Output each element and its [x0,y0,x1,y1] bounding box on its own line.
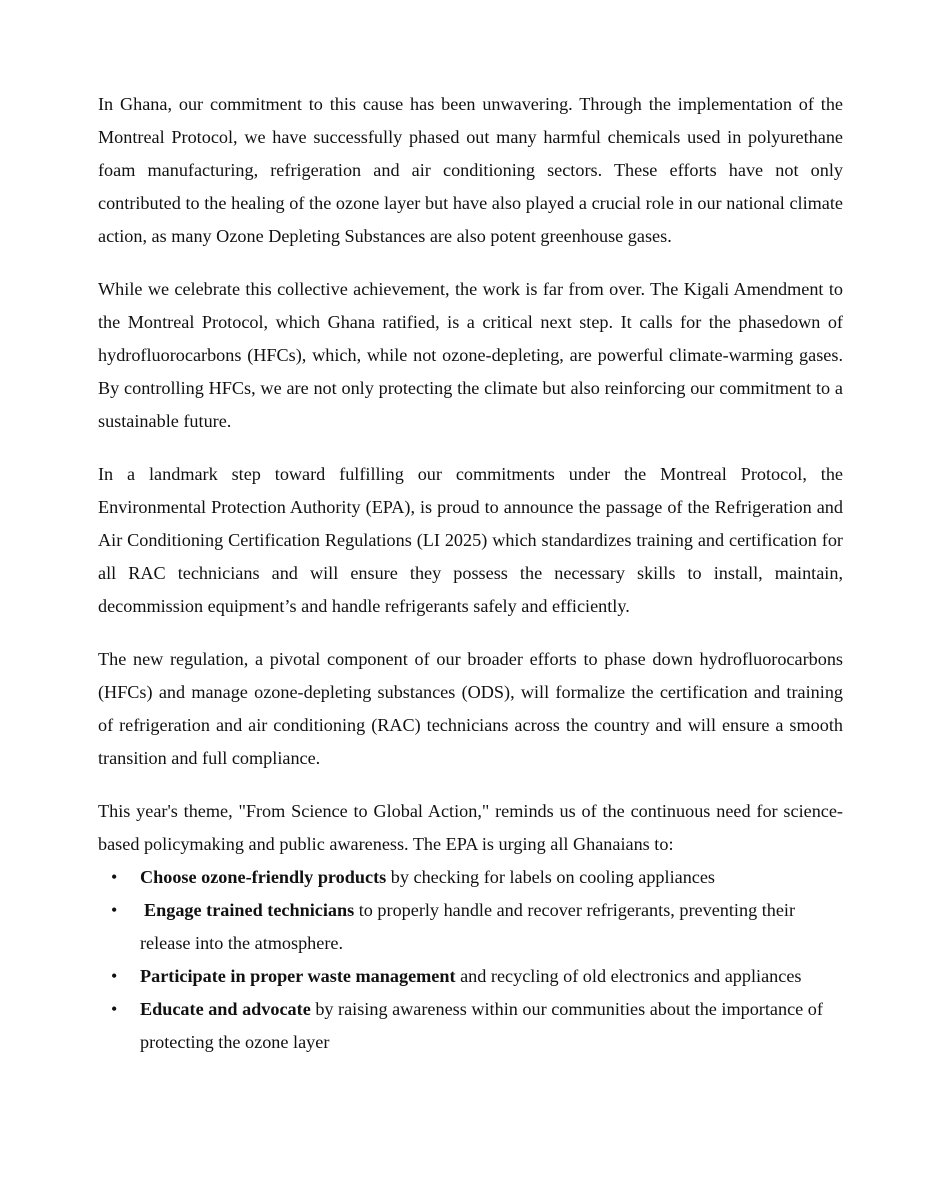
bullet-icon: • [111,966,118,986]
list-item-detail: and recycling of old electronics and appliances [455,966,802,986]
list-item-detail: to properly handle and recover refrigerants, preventing their release into the atmosphere. [140,900,796,953]
list-item [98,861,843,894]
list-item-text [140,900,795,953]
list-item-emphasis: Participate in proper waste management [140,966,456,986]
list-item-text [140,999,823,1052]
paragraph-new-regulation: The new regulation, a pivotal component of our broader efforts to phase down hydrofluorocarbons (HFCs) and manage ozone-depleting substances (ODS), will formalize the certification and training of refrigeration and air conditioning (RAC) technicians across the country and will ensure a smooth transition and full compliance. [98,649,843,768]
list-item-text [140,966,801,986]
bullet-icon: • [111,867,118,887]
list-item [98,894,843,960]
document-page [98,88,843,1059]
list-item-text [140,867,715,887]
paragraph-ghana-commitment: In Ghana, our commitment to this cause has been unwavering. Through the implementation of the Montreal Protocol, we have successfully phased out many harmful chemicals used in polyurethane foam manufacturing, refrigeration and air conditioning sectors. These efforts have not only contributed to the healing of the ozone layer but have also played a crucial role in our national climate action, as many Ozone Depleting Substances are also potent greenhouse gases. [98,94,843,246]
list-item-detail: by raising awareness within our communities about the importance of protecting the ozone layer [140,999,823,1052]
list-item-emphasis: Engage trained technicians [144,900,355,920]
list-item-emphasis: Choose ozone-friendly products [140,867,387,887]
bullet-icon: • [111,900,118,920]
list-item [98,993,843,1059]
paragraph-rac-regulations: In a landmark step toward fulfilling our commitments under the Montreal Protocol, the Environmental Protection Authority (EPA), is proud to announce the passage of the Refrigeration and Air Conditioning Certification Regulations (LI 2025) which standardizes training and certification for all RAC technicians and will ensure they possess the necessary skills to install, maintain, decommission equipment’s and handle refrigerants safely and efficiently. [98,464,843,616]
list-item-emphasis: Educate and advocate [140,999,311,1019]
paragraph-theme: This year's theme, "From Science to Global Action," reminds us of the continuous need for science-based policymaking and public awareness. The EPA is urging all Ghanaians to: [98,801,843,854]
list-item [98,960,843,993]
list-item-detail: by checking for labels on cooling appliances [386,867,716,887]
action-list [98,861,843,1059]
paragraph-kigali-amendment: While we celebrate this collective achievement, the work is far from over. The Kigali Amendment to the Montreal Protocol, which Ghana ratified, is a critical next step. It calls for the phasedown of hydrofluorocarbons (HFCs), which, while not ozone-depleting, are powerful climate-warming gases. By controlling HFCs, we are not only protecting the climate but also reinforcing our commitment to a sustainable future. [98,279,843,431]
bullet-icon: • [111,999,118,1019]
